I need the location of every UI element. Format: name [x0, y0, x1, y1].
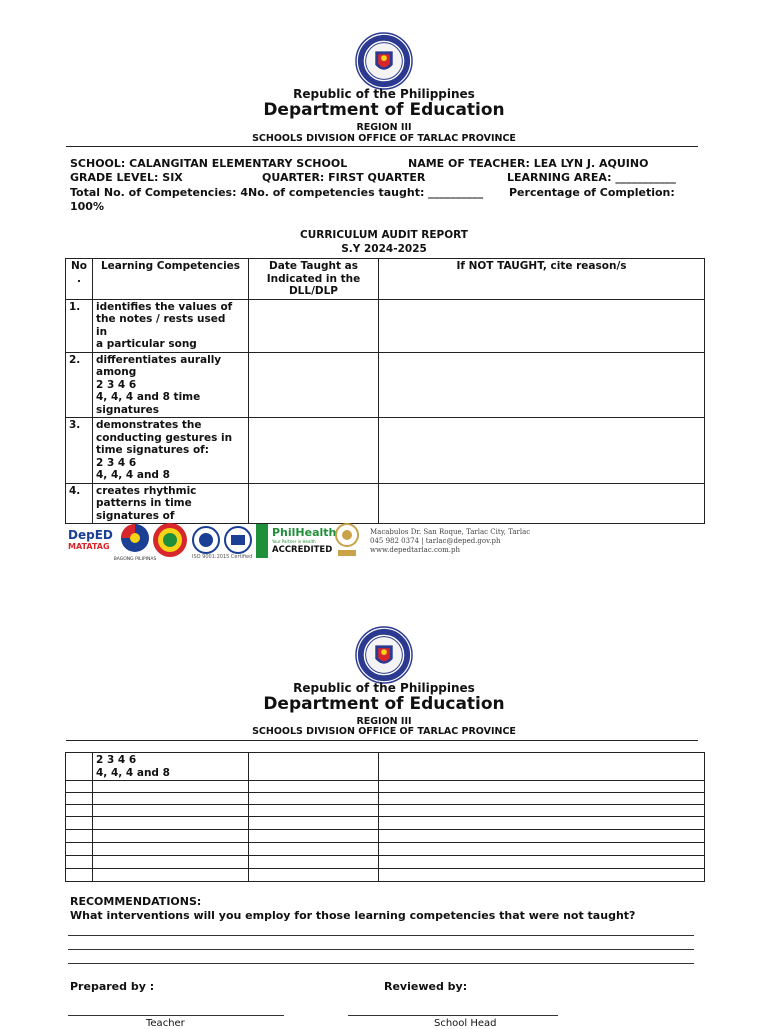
row-competency: creates rhythmic patterns in time signatures of	[96, 484, 197, 522]
deped-matatag-logo	[68, 522, 112, 562]
prepared-by-label: Prepared by :	[70, 980, 155, 993]
report-title: CURRICULUM AUDIT REPORT	[300, 229, 468, 241]
reason-cell[interactable]	[379, 418, 705, 484]
row-competency: identifies the values of the notes / rests used in a particular song	[96, 300, 233, 350]
row-number: 4.	[69, 484, 81, 497]
row-number: 2.	[69, 353, 81, 366]
header-republic: Republic of the Philippines	[293, 681, 475, 695]
header-region: REGION III	[356, 122, 412, 133]
philhealth-mark-icon	[256, 524, 268, 558]
table-row	[66, 418, 705, 484]
date-cell[interactable]	[249, 299, 379, 352]
date-cell[interactable]	[249, 793, 379, 805]
award-emblem-icon	[332, 522, 362, 562]
date-cell[interactable]	[249, 753, 379, 781]
reason-cell[interactable]	[379, 856, 705, 869]
date-cell[interactable]	[249, 352, 379, 418]
row-competency: differentiates aurally among 2 3 4 6 4, 4, 4 and 8 time signatures	[96, 353, 222, 416]
reason-cell[interactable]	[379, 352, 705, 418]
audit-table	[65, 258, 705, 524]
header-divider	[66, 740, 698, 741]
teacher-field: NAME OF TEACHER: LEA LYN J. AQUINO	[408, 157, 649, 170]
iso-cert-icon	[192, 526, 220, 554]
header-reason: If NOT TAUGHT, cite reason/s	[456, 260, 627, 272]
answer-line[interactable]	[68, 963, 694, 964]
philhealth-text: PhilHealth	[272, 526, 337, 539]
date-cell[interactable]	[249, 843, 379, 856]
date-cell[interactable]	[249, 781, 379, 793]
reason-cell[interactable]	[379, 830, 705, 843]
quarter-field: QUARTER: FIRST QUARTER	[262, 171, 426, 184]
header-republic: Republic of the Philippines	[293, 87, 475, 101]
reason-cell[interactable]	[379, 781, 705, 793]
matatag-logo-text: MATATAG	[68, 542, 110, 551]
learning-area-field: LEARNING AREA: ___________	[507, 171, 676, 184]
iso-label: ISO 9001:2015 Certified	[192, 554, 253, 560]
table-row	[66, 817, 705, 830]
reason-cell[interactable]	[379, 753, 705, 781]
table-row	[66, 830, 705, 843]
competency-cell[interactable]	[93, 793, 249, 805]
competency-cell[interactable]	[93, 805, 249, 817]
table-row	[66, 869, 705, 882]
header-department: Department of Education	[263, 100, 505, 120]
row-number	[66, 753, 93, 781]
competencies-field: Total No. of Competencies: 4No. of competencies taught: __________	[70, 186, 484, 199]
header-region: REGION III	[356, 716, 412, 727]
reason-cell[interactable]	[379, 299, 705, 352]
footer-address: Macabulos Dr. San Roque, Tarlac City, Tarlac	[370, 528, 531, 536]
date-cell[interactable]	[249, 418, 379, 484]
competency-cell[interactable]	[93, 817, 249, 830]
row-competency: demonstrates the conducting gestures in time signatures of: 2 3 4 6 4, 4, 4 and 8	[96, 419, 233, 481]
tarlac-province-seal-icon	[152, 522, 188, 558]
school-field: SCHOOL: CALANGITAN ELEMENTARY SCHOOL	[70, 157, 348, 170]
footer-contact: 045 982 0374 | tarlac@deped.gov.ph	[370, 537, 501, 545]
header-competencies: Learning Competencies	[100, 260, 241, 272]
competency-cell[interactable]	[93, 856, 249, 869]
reason-cell[interactable]	[379, 483, 705, 524]
header-department: Department of Education	[263, 694, 505, 714]
date-cell[interactable]	[249, 869, 379, 882]
table-row	[66, 843, 705, 856]
date-cell[interactable]	[249, 817, 379, 830]
deped-seal-icon	[355, 32, 413, 90]
audit-table-continued	[65, 752, 705, 882]
header-division: SCHOOLS DIVISION OFFICE OF TARLAC PROVINCE	[252, 726, 516, 737]
recommendations-question: What interventions will you employ for those learning competencies that were not taught?	[70, 909, 636, 922]
footer-logos	[68, 520, 538, 564]
date-cell[interactable]	[249, 856, 379, 869]
reason-cell[interactable]	[379, 805, 705, 817]
school-head-label: School Head	[434, 1018, 497, 1029]
philhealth-tagline: Your Partner in Health	[272, 539, 316, 544]
answer-line[interactable]	[68, 935, 694, 936]
percentage-value: 100%	[70, 200, 104, 213]
table-row	[66, 856, 705, 869]
teacher-label: Teacher	[146, 1018, 185, 1029]
tuv-cert-icon	[224, 526, 252, 554]
row-number: 3.	[69, 419, 81, 431]
table-row	[66, 483, 705, 524]
footer-website: www.depedtarlac.com.ph	[370, 546, 460, 554]
bagong-pilipinas-icon	[113, 522, 157, 562]
header-division: SCHOOLS DIVISION OFFICE OF TARLAC PROVINCE	[252, 133, 516, 144]
header-no: No .	[70, 260, 87, 285]
table-row	[66, 352, 705, 418]
deped-seal-icon	[355, 626, 413, 684]
reviewed-by-label: Reviewed by:	[384, 980, 468, 993]
reason-cell[interactable]	[379, 793, 705, 805]
table-row	[66, 753, 705, 781]
reason-cell[interactable]	[379, 869, 705, 882]
date-cell[interactable]	[249, 830, 379, 843]
date-cell[interactable]	[249, 483, 379, 524]
answer-line[interactable]	[68, 949, 694, 950]
school-head-signature-line[interactable]	[348, 1015, 558, 1016]
recommendations-label: RECOMMENDATIONS:	[70, 895, 202, 908]
competency-cell[interactable]	[93, 869, 249, 882]
bagong-pilipinas-text: BAGONG PILIPINAS	[113, 557, 157, 562]
header-divider	[66, 146, 698, 147]
table-row	[66, 805, 705, 817]
table-row	[66, 299, 705, 352]
grade-field: GRADE LEVEL: SIX	[70, 171, 183, 184]
competency-cell[interactable]	[93, 830, 249, 843]
table-header-row	[66, 259, 705, 300]
header-date-taught: Date Taught as Indicated in the DLL/DLP	[266, 260, 361, 297]
deped-logo-text: DepED	[68, 528, 113, 542]
reason-cell[interactable]	[379, 843, 705, 856]
percentage-label: Percentage of Completion:	[509, 186, 675, 199]
teacher-signature-line[interactable]	[68, 1015, 284, 1016]
row-number: 1.	[69, 300, 81, 313]
table-row	[66, 781, 705, 793]
school-year: S.Y 2024-2025	[341, 243, 427, 255]
accredited-text: ACCREDITED	[272, 545, 333, 555]
competency-cell[interactable]	[93, 781, 249, 793]
competency-cell[interactable]	[93, 843, 249, 856]
reason-cell[interactable]	[379, 817, 705, 830]
row-competency: 2 3 4 6 4, 4, 4 and 8	[96, 754, 170, 779]
table-row	[66, 793, 705, 805]
date-cell[interactable]	[249, 805, 379, 817]
